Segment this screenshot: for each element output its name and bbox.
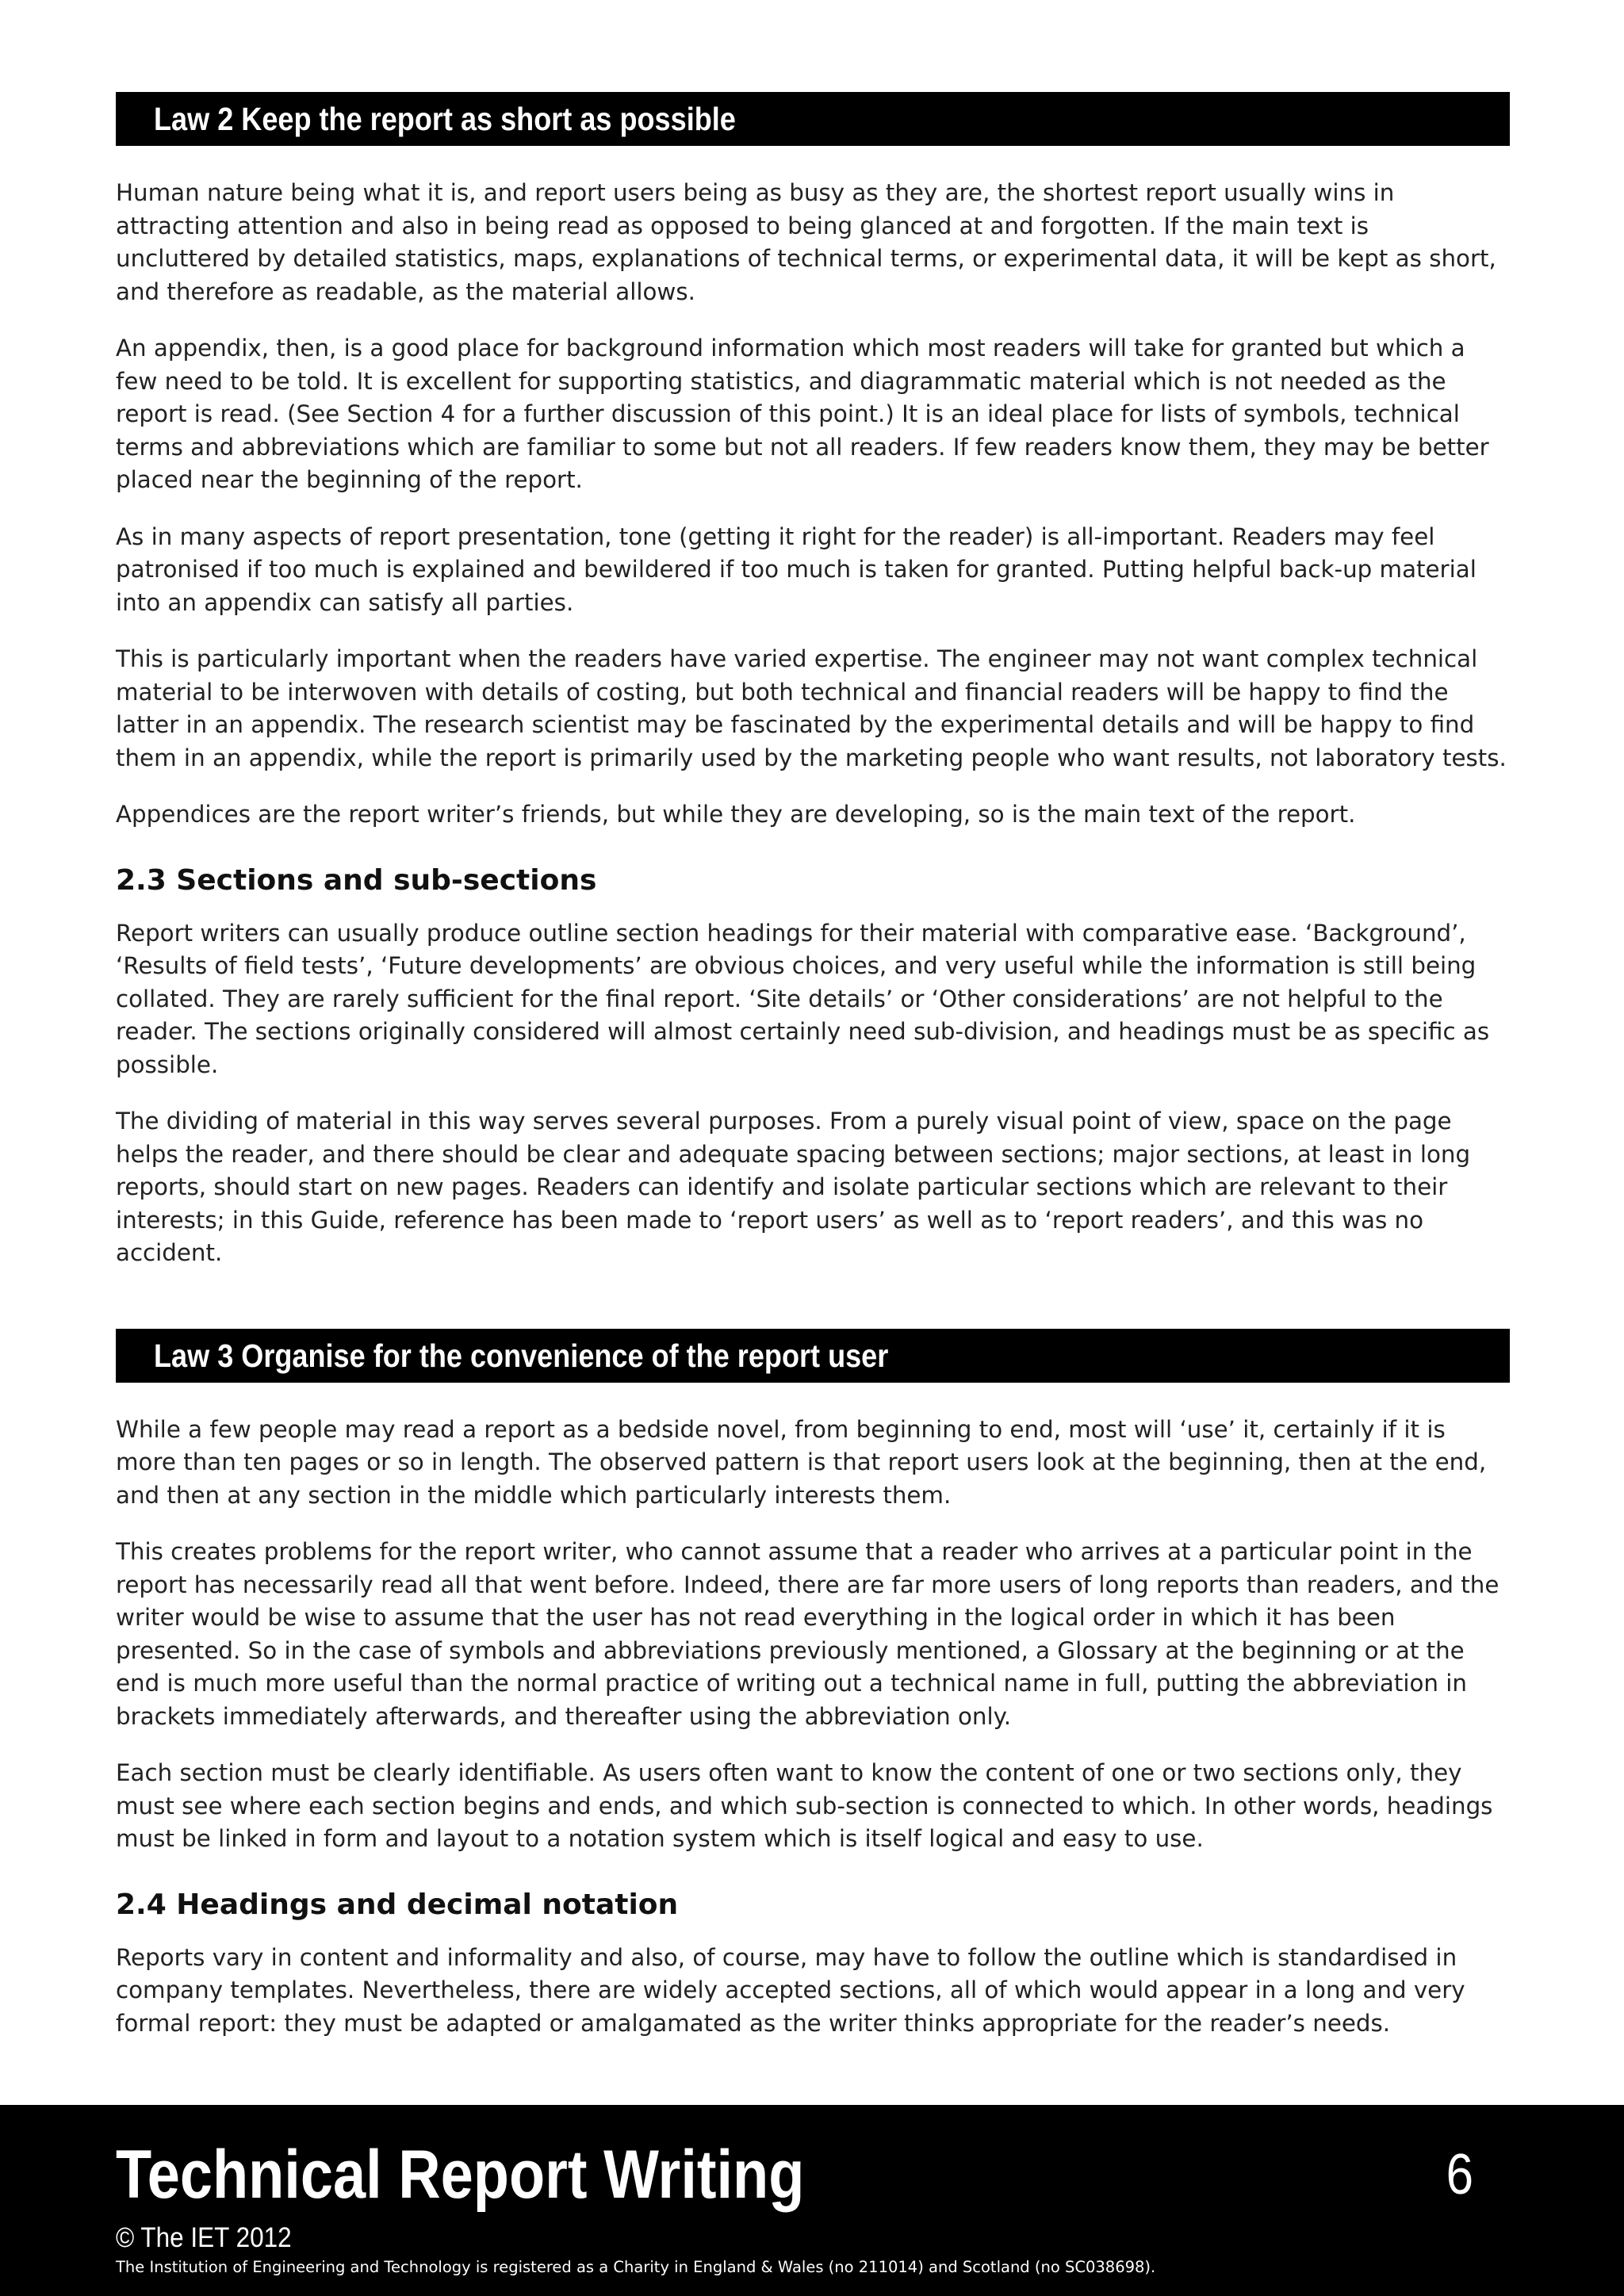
section-2-4-heading: 2.4 Headings and decimal notation (116, 1888, 679, 1921)
law-3-paragraph-3: Each section must be clearly identifiable. As users often want to know the content of one or two sections only, they must see where each section begins and ends, and which sub-section is connected to which. In other words, headings must be linked in form and layout to a notation system which is itself logical and easy to use. (116, 1759, 1493, 1852)
law-2-paragraph-1: Human nature being what it is, and report users being as busy as they are, the shortest report usually wins in attracting attention and also in being read as opposed to being glanced at and forgotten. If the main text is uncluttered by detailed statistics, maps, explanations of technical terms, or experimental data, it will be kept as short, and therefore as readable, as the material allows. (116, 179, 1496, 305)
law-2-paragraph-4: This is particularly important when the readers have varied expertise. The engineer may not want complex technical material to be interwoven with details of costing, but both technical and financial readers will be happy to find the latter in an appendix. The research scientist may be fascinated by the experimental details and will be happy to find them in an appendix, while the report is primarily used by the marketing people who want results, not laboratory tests. (116, 645, 1507, 771)
section-2-3-paragraph-2: The dividing of material in this way serves several purposes. From a purely visual point of view, space on the page helps the reader, and there should be clear and adequate spacing between sections; major sections, at least in long reports, should start on new pages. Readers can identify and isolate particular sections which are relevant to their interests; in this Guide, reference has been made to ‘report users’ as well as to ‘report readers’, and this was no accident. (116, 1108, 1471, 1266)
law-3-paragraph-2: This creates problems for the report writer, who cannot assume that a reader who arrives at a particular point in the report has necessarily read all that went before. Indeed, there are far more users of long reports than readers, and the writer would be wise to assume that the user has not read everything in the logical order in which it has been presented. So in the case of symbols and abbreviations previously mentioned, a Glossary at the beginning or at the end is much more useful than the normal practice of writing out a technical name in full, putting the abbreviation in brackets immediately afterwards, and thereafter using the abbreviation only. (116, 1538, 1500, 1730)
section-2-3-paragraph-1: Report writers can usually produce outline section headings for their material with comparative ease. ‘Background’, ‘Results of field tests’, ‘Future developments’ are obvious choices, and very useful while the information is still being collated. They are rarely sufficient for the final report. ‘Site details’ or ‘Other considerations’ are not helpful to the reader. The sections originally considered will almost certainly need sub-division, and headings must be as specific as possible. (116, 919, 1490, 1078)
law-2-heading-bar (116, 92, 1510, 146)
law-2-paragraph-5: Appendices are the report writer’s friends, but while they are developing, so is the main text of the report. (116, 801, 1356, 828)
section-2-3-heading: 2.3 Sections and sub-sections (116, 863, 597, 897)
page-content (116, 92, 1510, 2040)
copyright-notice: © The IET 2012 (116, 2222, 292, 2253)
section-2-4-paragraph-1: Reports vary in content and informality and also, of course, may have to follow the outline which is standardised in company templates. Nevertheless, there are widely accepted sections, all of which would appear in a long and very formal report: they must be adapted or amalgamated as the writer thinks appropriate for the reader’s needs. (116, 1943, 1465, 2037)
page-number: 6 (1446, 2143, 1473, 2206)
law-3-heading: Law 3 Organise for the convenience of the report user (154, 1337, 889, 1374)
law-2-paragraph-2: An appendix, then, is a good place for background information which most readers will take for granted but which a few need to be told. It is excellent for supporting statistics, and diagrammatic material which is not needed as the report is read. (See Section 4 for a further discussion of this point.) It is an ideal place for lists of symbols, technical terms and abbreviations which are familiar to some but not all readers. If few readers know them, they may be better placed near the beginning of the report. (116, 335, 1489, 493)
law-3-paragraph-1: While a few people may read a report as a bedside novel, from beginning to end, most will ‘use’ it, certainly if it is more than ten pages or so in length. The observed pattern is that report users look at the beginning, then at the end, and then at any section in the middle which particularly interests them. (116, 1415, 1487, 1509)
publication-title: Technical Report Writing (116, 2137, 805, 2213)
charity-registration-notice: The Institution of Engineering and Technology is registered as a Charity in England & Wales (no 211014) and Scotland (no SC038698). (116, 2258, 1156, 2276)
page-footer (0, 2105, 1624, 2296)
law-2-paragraph-3: As in many aspects of report presentation, tone (getting it right for the reader) is all-important. Readers may feel patronised if too much is explained and bewildered if too much is taken for granted. Putting helpful back-up material into an appendix can satisfy all parties. (116, 522, 1477, 616)
law-3-heading-bar (116, 1329, 1510, 1383)
law-2-heading: Law 2 Keep the report as short as possible (154, 101, 736, 137)
